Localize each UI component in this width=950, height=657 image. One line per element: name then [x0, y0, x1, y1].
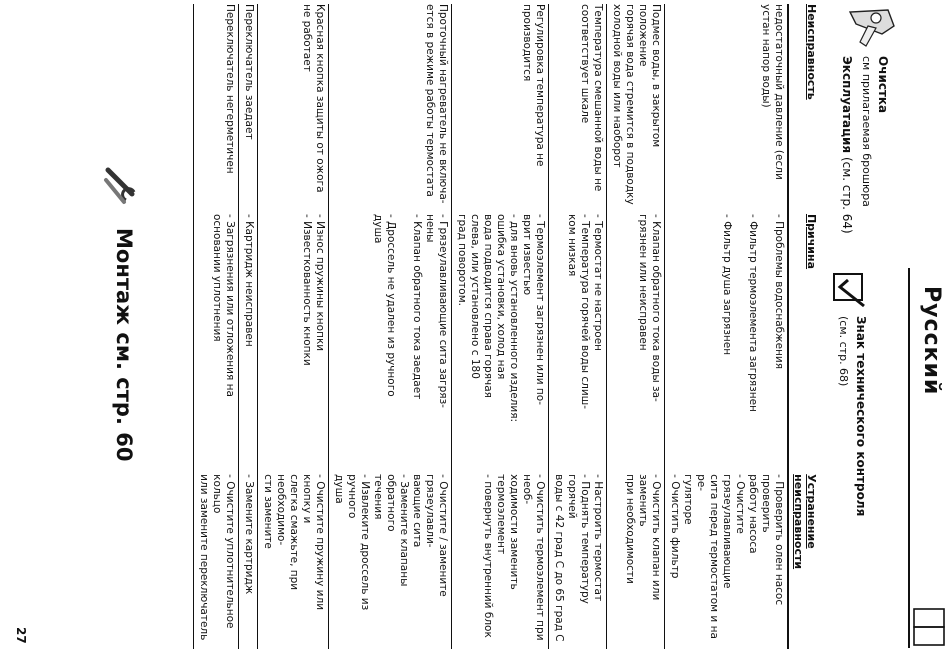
cause-cell: [549, 214, 607, 474]
inspection-ref: (см. стр. 68): [837, 316, 850, 387]
cell-line: гуляторе: [682, 474, 694, 525]
page-number: 27: [14, 627, 28, 644]
header-cause: Причина: [788, 214, 820, 474]
cell-line: - Фильтр термоэлемента загрязнен: [747, 213, 759, 412]
tools-icon: [102, 166, 138, 210]
cell-line: - Извлеките дроссель из ручного: [346, 474, 371, 611]
table-row: [452, 4, 549, 649]
cell-line: Регулировка температура не: [534, 4, 546, 167]
cell-line: сита перед термостатом и на ре-: [695, 474, 720, 639]
cell-line: при необходимости: [624, 474, 636, 584]
cell-line: - Термоэлемент загрязнен или по-: [534, 213, 546, 406]
cell-line: - Настроить термостат: [592, 474, 604, 602]
problem-cell: [452, 4, 549, 214]
cell-line: воды с 42 град С до 65 град С: [553, 474, 565, 642]
cell-line: соответствует шкале: [579, 4, 591, 124]
book-icon: [912, 607, 946, 647]
cell-line: вода подводится справа горячая: [482, 213, 494, 398]
cell-line: ошибка установки, холод ная: [495, 213, 507, 380]
problem-cell: [549, 4, 607, 214]
cell-line: - Картридж неисправен: [243, 213, 255, 347]
cell-line: - Клапан обратного тока заедает: [411, 213, 423, 400]
cell-line: - Поднять температуру горячей: [566, 474, 591, 604]
cell-line: Переключатель негерметичен: [224, 4, 236, 174]
fix-cell: [194, 474, 239, 649]
cell-line: - Грязеулавливающие сита загряз-: [437, 213, 449, 408]
cell-line: - Проблемы водоснабжения: [773, 213, 785, 370]
table-row: [258, 4, 329, 649]
table-row: [239, 4, 258, 649]
cell-line: не работает: [301, 4, 313, 72]
cell-line: [733, 214, 746, 470]
cell-line: слева, или установлено с 180: [469, 213, 481, 379]
cause-cell: [194, 214, 239, 474]
problem-cell: [329, 4, 452, 214]
cause-cell: [329, 214, 452, 474]
troubleshooting-table: [193, 4, 820, 649]
cell-line: Температура смешанной воды не: [592, 4, 604, 192]
cell-line: производится: [521, 4, 533, 82]
cell-line: течения: [372, 474, 384, 520]
cell-line: Проточный нагреватель не включа-: [437, 4, 449, 204]
problem-cell: [665, 4, 789, 214]
header-fix: Устранение неисправности: [788, 474, 820, 649]
cell-line: ется в режиме работы термостата: [424, 4, 436, 197]
cleaning-title: Очистка: [876, 56, 890, 114]
header-problem: Неисправность: [788, 4, 820, 214]
cell-line: - Температура горячей воды слиш-: [579, 213, 591, 410]
problem-cell: [607, 4, 665, 214]
operation-title: Эксплуатация: [840, 56, 854, 154]
table-row: [549, 4, 607, 649]
fix-cell: [239, 474, 258, 649]
top-rule: [908, 268, 910, 648]
cell-line: - для вновь установленного изделия:: [508, 213, 520, 423]
table-row: [194, 4, 239, 649]
cell-line: - Очистите пружину или кнопку и: [301, 474, 326, 611]
cell-line: - Замените картридж: [243, 474, 255, 595]
cell-line: холодной воды или наоборот: [611, 4, 623, 168]
cell-line: работу насоса: [747, 474, 759, 554]
cell-line: недостаточный давление (если: [773, 4, 785, 180]
cell-line: - Очистить клапан или заменить: [637, 474, 662, 601]
cell-line: или замените переключатель: [198, 474, 210, 641]
problem-cell: [239, 4, 258, 214]
table-row: [329, 4, 452, 649]
fix-cell: [452, 474, 549, 649]
cell-line: - Термостат не настроен: [592, 213, 604, 352]
cell-line: - Проверить олен насос проверить: [760, 474, 785, 606]
cell-line: - Очистить фильтр: [669, 474, 681, 579]
operation-line: [840, 56, 854, 234]
table-body: [194, 4, 789, 649]
cause-cell: [239, 214, 258, 474]
cell-line: - Замените клапаны обратного: [385, 474, 410, 587]
cell-line: - Очистите грязеулавливающие: [721, 474, 746, 589]
cell-line: Подмес воды, в закрытом положение: [637, 4, 662, 148]
cell-line: душа: [372, 213, 384, 244]
fix-cell: [329, 474, 452, 649]
cell-line: - Фильтр душа загрязнен: [721, 213, 733, 356]
cell-line: - Очистите / замените грязеулавли-: [424, 474, 449, 597]
table-row: [665, 4, 789, 649]
cell-line: основании уплотнения: [211, 213, 223, 342]
cell-line: нены: [424, 213, 436, 243]
problem-cell: [258, 4, 329, 214]
cell-line: - Известкованность кнопки: [301, 213, 313, 366]
cell-line: Переключатель заедает: [243, 4, 255, 140]
cause-cell: [258, 214, 329, 474]
cell-line: горячая вода стремится в подводку: [624, 4, 636, 205]
cell-line: Красная кнопка защиты от ожога: [314, 4, 326, 193]
inspection-title: Знак технического контроля: [854, 316, 868, 517]
cell-line: - повернуть внутренний блок: [482, 474, 494, 638]
fix-cell: [549, 474, 607, 649]
language-title: Русский: [919, 286, 944, 396]
cell-line: сти замените: [262, 474, 274, 549]
cell-line: врит известью: [521, 213, 533, 296]
cell-line: [759, 214, 772, 470]
cell-line: - Загрязнения или отложения на: [224, 213, 236, 397]
cell-line: душа: [333, 474, 345, 504]
cell-line: слегка смажьте, при необходимо-: [275, 474, 300, 591]
cell-line: - Клапан обратного тока воды за-: [650, 213, 662, 402]
inspection-mark-icon: [828, 270, 868, 310]
cause-cell: [665, 214, 789, 474]
cell-line: - Дроссель не удален из ручного: [385, 213, 397, 397]
fix-cell: [665, 474, 789, 649]
cause-cell: [607, 214, 665, 474]
assembly-reference: Монтаж см. стр. 60: [112, 228, 136, 462]
cell-line: - Износ пружины кнопки: [314, 213, 326, 352]
fix-cell: [258, 474, 329, 649]
cell-line: ходимости заменить термоэлемент: [495, 474, 520, 590]
cell-line: - Очистить термоэлемент при необ-: [521, 474, 546, 641]
cell-line: град поворотом.: [456, 213, 468, 306]
cell-line: устан напор воды): [760, 4, 772, 108]
problem-cell: [194, 4, 239, 214]
operation-ref: (см. стр. 64): [840, 156, 854, 234]
cell-line: [397, 214, 410, 470]
table-row: [607, 4, 665, 649]
cause-cell: [452, 214, 549, 474]
fix-cell: [607, 474, 665, 649]
cell-line: вающие сита: [411, 474, 423, 548]
cleaning-icon: [844, 4, 896, 50]
table-header-row: [788, 4, 820, 649]
cell-line: ком низкая: [566, 213, 578, 277]
cell-line: грязнен или неисправен: [637, 213, 649, 351]
cell-line: - Очистите уплотнительное кольцо: [211, 474, 236, 629]
cleaning-note: см прилагаемая брошюра: [860, 56, 873, 207]
